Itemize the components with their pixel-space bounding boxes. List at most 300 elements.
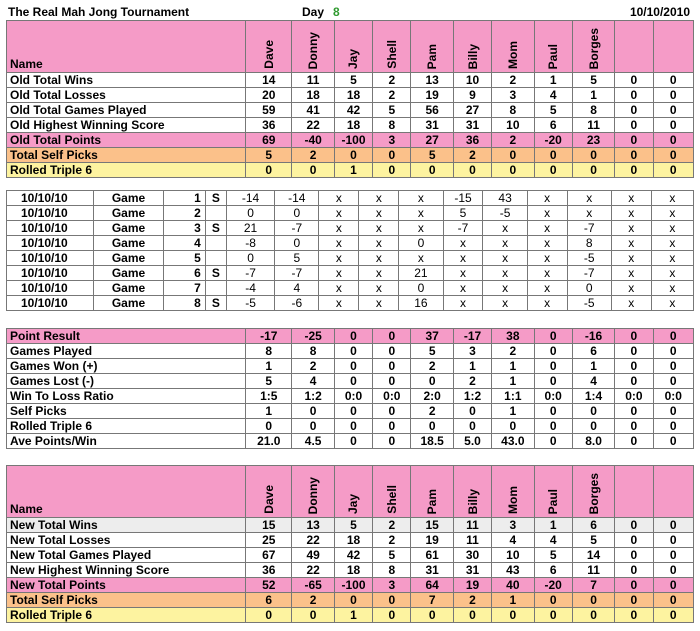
stat-value: 5 <box>334 73 372 88</box>
player-header-row <box>7 466 694 518</box>
stat-value: 1 <box>534 73 572 88</box>
player-name: Mom <box>505 486 520 514</box>
stat-value: -100 <box>334 578 372 593</box>
game-row <box>7 206 694 221</box>
game-points: x <box>359 191 399 206</box>
player-header <box>492 21 534 73</box>
stat-value: 0 <box>373 404 411 419</box>
stat-value: 5 <box>411 344 453 359</box>
player-header <box>534 466 572 518</box>
game-points: x <box>359 266 399 281</box>
stat-value: 61 <box>411 548 453 563</box>
game-points: x <box>483 281 527 296</box>
stat-value: 0 <box>615 404 653 419</box>
stat-label: New Highest Winning Score <box>7 563 246 578</box>
game-points: -15 <box>443 191 483 206</box>
stat-value: 0 <box>534 419 572 434</box>
stat-value: 23 <box>572 133 614 148</box>
game-number: 3 <box>163 221 205 236</box>
stat-value: 52 <box>246 578 292 593</box>
stat-value: 0 <box>615 593 653 608</box>
stat-value: 5 <box>572 73 614 88</box>
stat-value: 10 <box>492 548 534 563</box>
game-points: x <box>527 251 567 266</box>
player-header <box>334 21 372 73</box>
player-name: Paul <box>546 43 561 69</box>
player-name: Mom <box>505 41 520 69</box>
stat-value: 0 <box>615 578 653 593</box>
day-number: 8 <box>333 5 340 19</box>
stat-row <box>7 103 694 118</box>
game-row <box>7 266 694 281</box>
player-name: Pam <box>425 43 440 69</box>
stat-value: 22 <box>292 563 334 578</box>
player-header <box>292 21 334 73</box>
game-points: x <box>443 266 483 281</box>
player-name: Billy <box>465 488 480 514</box>
stat-value: 36 <box>246 118 292 133</box>
stat-value: 11 <box>572 563 614 578</box>
stat-value: 8 <box>373 563 411 578</box>
player-header <box>411 21 453 73</box>
game-points: x <box>399 206 443 221</box>
stat-value: 1 <box>492 404 534 419</box>
stat-label: Old Total Wins <box>7 73 246 88</box>
game-row <box>7 296 694 311</box>
stat-value: 18 <box>334 533 372 548</box>
game-points: 16 <box>399 296 443 311</box>
stat-label: Old Total Losses <box>7 88 246 103</box>
game-label: Game <box>94 236 163 251</box>
stat-value: 6 <box>246 593 292 608</box>
stat-value: 1 <box>572 359 614 374</box>
stat-row <box>7 533 694 548</box>
game-points: x <box>651 281 693 296</box>
stat-value: -20 <box>534 578 572 593</box>
stat-value: 0 <box>572 419 614 434</box>
stat-value: 0 <box>615 148 653 163</box>
self-pick-flag: S <box>205 191 226 206</box>
player-name: Dave <box>261 485 276 514</box>
stat-value: 3 <box>453 344 491 359</box>
stat-label: Ave Points/Win <box>7 434 246 449</box>
game-points: 0 <box>399 281 443 296</box>
stat-value: 0 <box>653 374 693 389</box>
stat-value: 5 <box>534 548 572 563</box>
game-points: x <box>483 266 527 281</box>
game-points: x <box>319 266 359 281</box>
player-name: Shell <box>384 40 399 69</box>
stat-value: 0 <box>615 103 653 118</box>
stat-row <box>7 359 694 374</box>
stat-label: Self Picks <box>7 404 246 419</box>
stat-value: 0 <box>615 163 653 178</box>
stat-value: 0 <box>492 163 534 178</box>
player-name: Shell <box>384 485 399 514</box>
game-points: x <box>611 206 651 221</box>
stat-label: Games Lost (-) <box>7 374 246 389</box>
stat-label: Games Won (+) <box>7 359 246 374</box>
stat-value: 0 <box>373 593 411 608</box>
stat-value: 0:0 <box>653 389 693 404</box>
stat-value: 4 <box>292 374 334 389</box>
game-date: 10/10/10 <box>7 251 94 266</box>
game-points: x <box>527 266 567 281</box>
game-points: x <box>359 206 399 221</box>
stat-value: 6 <box>534 563 572 578</box>
stat-value: 31 <box>453 118 491 133</box>
game-points: -14 <box>226 191 274 206</box>
stat-value: 0 <box>653 593 693 608</box>
game-points: x <box>651 236 693 251</box>
stat-value: 4.5 <box>292 434 334 449</box>
game-points: -14 <box>275 191 319 206</box>
game-points: 21 <box>399 266 443 281</box>
stat-value: 1:4 <box>572 389 614 404</box>
game-points: -7 <box>567 221 611 236</box>
game-points: x <box>611 191 651 206</box>
stat-value: 2 <box>373 73 411 88</box>
stat-row <box>7 344 694 359</box>
game-points: x <box>567 206 611 221</box>
stat-value: 0 <box>615 419 653 434</box>
stat-value: 2 <box>453 374 491 389</box>
game-points: x <box>651 251 693 266</box>
stat-label: New Total Wins <box>7 518 246 533</box>
stat-value: 0 <box>373 359 411 374</box>
stat-row <box>7 374 694 389</box>
stat-value: -25 <box>292 329 334 344</box>
stat-value: 20 <box>246 88 292 103</box>
game-points: x <box>611 221 651 236</box>
game-points: x <box>651 206 693 221</box>
stat-value: 30 <box>453 548 491 563</box>
stat-value: 0 <box>653 103 693 118</box>
stat-value: 0 <box>653 329 693 344</box>
stat-value: 18.5 <box>411 434 453 449</box>
stat-value: 0 <box>411 419 453 434</box>
old-totals-table <box>6 20 694 178</box>
stat-value: 0 <box>534 608 572 623</box>
game-number: 8 <box>163 296 205 311</box>
stat-value: 36 <box>246 563 292 578</box>
game-date: 10/10/10 <box>7 221 94 236</box>
stat-value: 1 <box>492 593 534 608</box>
game-points: x <box>399 221 443 236</box>
stat-value: 0 <box>653 133 693 148</box>
stat-value: -16 <box>572 329 614 344</box>
game-number: 1 <box>163 191 205 206</box>
stat-value: 0 <box>334 374 372 389</box>
stat-value: 18 <box>334 563 372 578</box>
stat-value: 38 <box>492 329 534 344</box>
stat-value: 27 <box>453 103 491 118</box>
stat-value: 8.0 <box>572 434 614 449</box>
player-name: Borges <box>586 472 601 514</box>
stat-value: 0 <box>373 608 411 623</box>
stat-label: New Total Losses <box>7 533 246 548</box>
stat-value: 0 <box>572 163 614 178</box>
stat-value: 2 <box>292 593 334 608</box>
name-column-header: Name <box>7 466 246 518</box>
game-row <box>7 221 694 236</box>
stat-label: Old Total Points <box>7 133 246 148</box>
stat-value: 0 <box>653 434 693 449</box>
stat-row <box>7 389 694 404</box>
game-label: Game <box>94 296 163 311</box>
game-points: x <box>359 296 399 311</box>
stat-value: 3 <box>492 518 534 533</box>
stat-value: 0 <box>615 118 653 133</box>
stat-value: 18 <box>292 88 334 103</box>
player-name: Jay <box>346 48 361 69</box>
stat-value: 4 <box>534 88 572 103</box>
stat-value: 1 <box>246 404 292 419</box>
player-header <box>572 466 614 518</box>
stat-row <box>7 419 694 434</box>
stat-value: 0 <box>653 518 693 533</box>
day-label: Day <box>302 5 325 19</box>
stat-value: 0 <box>453 404 491 419</box>
game-points: x <box>483 221 527 236</box>
stat-value: 3 <box>373 133 411 148</box>
stat-value: 0 <box>411 374 453 389</box>
game-points: x <box>527 206 567 221</box>
game-label: Game <box>94 251 163 266</box>
player-header <box>492 466 534 518</box>
stat-value: 2 <box>373 518 411 533</box>
stat-value: 0:0 <box>373 389 411 404</box>
player-header <box>572 21 614 73</box>
stat-row <box>7 88 694 103</box>
stat-value: 0 <box>334 148 372 163</box>
player-header <box>292 466 334 518</box>
game-date: 10/10/10 <box>7 206 94 221</box>
stat-value: 8 <box>246 344 292 359</box>
stat-value: 0 <box>492 419 534 434</box>
stat-value: 0 <box>411 608 453 623</box>
game-points: x <box>651 266 693 281</box>
player-header <box>534 21 572 73</box>
game-points: 0 <box>275 206 319 221</box>
game-points: x <box>359 281 399 296</box>
stat-value: 6 <box>572 518 614 533</box>
game-points: -5 <box>226 296 274 311</box>
game-points: -7 <box>275 221 319 236</box>
stat-value: -40 <box>292 133 334 148</box>
stat-value: 1 <box>572 88 614 103</box>
game-points: -5 <box>483 206 527 221</box>
stat-value: 5 <box>572 533 614 548</box>
stat-value: 0 <box>534 344 572 359</box>
stat-value: 3 <box>492 88 534 103</box>
game-points: -6 <box>275 296 319 311</box>
stat-label: Rolled Triple 6 <box>7 419 246 434</box>
stat-value: 0 <box>246 163 292 178</box>
stat-value: 42 <box>334 548 372 563</box>
game-points: x <box>483 236 527 251</box>
player-header <box>411 466 453 518</box>
stat-value: 0 <box>653 533 693 548</box>
stat-value: 0 <box>373 419 411 434</box>
stat-value: 0 <box>653 608 693 623</box>
stat-value: 0 <box>373 434 411 449</box>
game-points: x <box>651 296 693 311</box>
stat-value: 18 <box>334 118 372 133</box>
player-name: Pam <box>425 488 440 514</box>
stat-row <box>7 148 694 163</box>
player-name: Billy <box>465 43 480 69</box>
stat-value: 59 <box>246 103 292 118</box>
player-name: Jay <box>346 493 361 514</box>
stat-value: 64 <box>411 578 453 593</box>
stat-value: 1 <box>246 359 292 374</box>
self-pick-flag: S <box>205 221 226 236</box>
stat-row <box>7 608 694 623</box>
game-points: x <box>527 236 567 251</box>
game-points: x <box>319 191 359 206</box>
game-points: x <box>611 296 651 311</box>
stat-value: 14 <box>246 73 292 88</box>
stat-value: 0 <box>246 608 292 623</box>
stat-value: 2 <box>492 133 534 148</box>
game-points: 5 <box>443 206 483 221</box>
game-label: Game <box>94 281 163 296</box>
stat-value: 22 <box>292 118 334 133</box>
game-row <box>7 236 694 251</box>
stat-value: 1 <box>492 359 534 374</box>
stat-value: 0 <box>334 404 372 419</box>
game-points: 8 <box>567 236 611 251</box>
stat-value: 2 <box>492 344 534 359</box>
stat-label: New Total Points <box>7 578 246 593</box>
game-points: 21 <box>226 221 274 236</box>
game-points: x <box>359 221 399 236</box>
stat-value: 0 <box>373 148 411 163</box>
stat-value: 0 <box>615 359 653 374</box>
game-number: 6 <box>163 266 205 281</box>
stat-value: 0 <box>334 593 372 608</box>
stat-value: 0 <box>534 404 572 419</box>
stat-value: 0 <box>534 359 572 374</box>
game-points: x <box>567 191 611 206</box>
games-table <box>6 190 694 311</box>
stat-row <box>7 563 694 578</box>
stat-value: 5 <box>373 548 411 563</box>
stat-value: 18 <box>334 88 372 103</box>
stat-value: 0 <box>653 344 693 359</box>
game-points: x <box>443 296 483 311</box>
game-points: 0 <box>226 251 274 266</box>
stat-value: 0 <box>334 329 372 344</box>
stat-value: 56 <box>411 103 453 118</box>
game-points: -8 <box>226 236 274 251</box>
stat-value: 0 <box>534 434 572 449</box>
stat-value: 1:1 <box>492 389 534 404</box>
stat-value: 8 <box>373 118 411 133</box>
stat-label: New Total Games Played <box>7 548 246 563</box>
game-points: x <box>611 281 651 296</box>
stat-value: 21.0 <box>246 434 292 449</box>
game-label: Game <box>94 221 163 236</box>
game-points: -7 <box>567 266 611 281</box>
player-header <box>453 466 491 518</box>
stat-value: 0 <box>453 419 491 434</box>
stat-value: 0 <box>334 419 372 434</box>
game-points: -5 <box>567 251 611 266</box>
stat-value: 0 <box>292 608 334 623</box>
stat-value: 11 <box>453 518 491 533</box>
stat-row <box>7 73 694 88</box>
stat-value: 31 <box>411 563 453 578</box>
game-points: 0 <box>567 281 611 296</box>
stat-value: 0 <box>653 359 693 374</box>
stat-value: 4 <box>572 374 614 389</box>
game-points: x <box>319 206 359 221</box>
stat-value: 43 <box>492 563 534 578</box>
tournament-title: The Real Mah Jong Tournament <box>8 5 190 19</box>
stat-value: 22 <box>292 533 334 548</box>
stat-value: 0 <box>534 593 572 608</box>
game-points: 0 <box>399 236 443 251</box>
stat-value: 4 <box>492 533 534 548</box>
stat-value: 0 <box>453 608 491 623</box>
stat-value: 8 <box>292 344 334 359</box>
stat-label: Old Total Games Played <box>7 103 246 118</box>
game-points: x <box>611 236 651 251</box>
stat-value: 0 <box>334 359 372 374</box>
stat-value: 0 <box>615 548 653 563</box>
game-points: -7 <box>443 221 483 236</box>
stat-value: 15 <box>411 518 453 533</box>
stat-value: 0 <box>615 608 653 623</box>
stat-value: 1 <box>453 359 491 374</box>
game-date: 10/10/10 <box>7 236 94 251</box>
stat-value: 0 <box>653 88 693 103</box>
stat-value: 0 <box>572 593 614 608</box>
stat-value: 67 <box>246 548 292 563</box>
stat-row <box>7 548 694 563</box>
stat-value: 5 <box>334 518 372 533</box>
player-header <box>453 21 491 73</box>
game-points: x <box>319 251 359 266</box>
game-points: x <box>399 251 443 266</box>
game-row <box>7 251 694 266</box>
game-points: x <box>443 236 483 251</box>
day-results-table <box>6 328 694 449</box>
stat-value: 7 <box>411 593 453 608</box>
stat-value: 7 <box>572 578 614 593</box>
stat-value: 0 <box>615 533 653 548</box>
stat-value: -100 <box>334 133 372 148</box>
game-points: x <box>651 221 693 236</box>
stat-row <box>7 593 694 608</box>
stat-row <box>7 578 694 593</box>
game-points: x <box>527 191 567 206</box>
game-points: x <box>319 236 359 251</box>
stat-value: -65 <box>292 578 334 593</box>
stat-value: 0 <box>615 434 653 449</box>
game-points: -7 <box>226 266 274 281</box>
stat-value: 0 <box>534 163 572 178</box>
stat-value: 1 <box>334 608 372 623</box>
stat-value: 2 <box>453 148 491 163</box>
stat-value: 0 <box>292 419 334 434</box>
stat-row <box>7 404 694 419</box>
stat-value: 8 <box>492 103 534 118</box>
stat-value: 31 <box>453 563 491 578</box>
stat-value: 11 <box>292 73 334 88</box>
